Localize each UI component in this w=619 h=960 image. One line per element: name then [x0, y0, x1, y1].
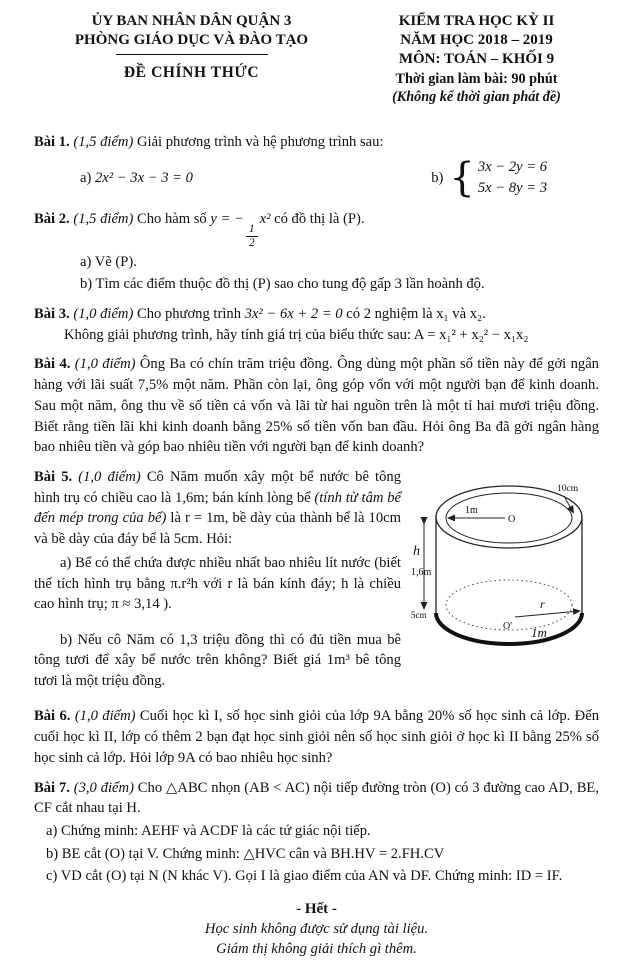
exam-info-block — [354, 12, 599, 106]
authority-line2: PHÒNG GIÁO DỤC VÀ ĐÀO TẠO — [74, 32, 309, 49]
problem-2-label: Bài 2. — [34, 210, 70, 227]
equation-system — [478, 157, 547, 199]
fraction-one-half — [246, 223, 258, 249]
problem-2-intro-prefix: Cho hàm số — [136, 210, 207, 227]
duration-note: (Không kể thời gian phát đề) — [392, 89, 561, 106]
problem-5-part-b: b) Nếu cô Năm có 1,3 triệu đồng thì có đủ tiền mua bê tông tươi để xây bể nước trên không? Biết giá 1m³ bê tông tươi là một triệu đồng. — [34, 631, 401, 690]
problem-6-points: (1,0 điểm) — [74, 708, 136, 725]
function-formula-prefix: y = − — [210, 210, 244, 227]
function-formula-suffix: x² — [259, 210, 271, 227]
problem-1-intro: Giải phương trình và hệ phương trình sau: — [136, 134, 384, 151]
fraction-numerator: 1 — [248, 223, 255, 236]
part-a-equation: 2x² − 3x − 3 = 0 — [95, 169, 193, 186]
issuing-authority-block — [34, 12, 349, 84]
problem-7-intro: Cho △ABC nhọn (AB < AC) nội tiếp đường tròn (O) có 3 đường cao AD, BE, CF cắt nhau tại H. — [34, 779, 599, 817]
problem-5-body-post: là r = 1m, bề dày của thành bể là 10cm và bề dày của đáy bể là 5cm. Hỏi: — [34, 510, 401, 548]
bottom-center-label: O' — [503, 621, 513, 633]
problem-4-body: Ông Ba có chín trăm triệu đồng. Ông dùng một phần số tiền này để gởi ngân hàng với lãi suất 7,5% một năm. Phần còn lại, ông góp vốn với một người bạn để kinh doanh. Sau một năm, ông thu về số tiền cả vốn và lãi từ hai nguồn trên là một tỉ hai mươi triệu đồng. Biết rằng tiền lãi khi kinh doanh bằng 25% số tiền vốn ban đầu. Hỏi ông Ba đã gởi ngân hàng bao nhiêu tiền và góp bao nhiêu tiền với người bạn để kinh doanh? — [34, 356, 599, 456]
problem-5-body-italic: (tính từ tâm bể đến mép trong của bể) — [34, 489, 401, 527]
school-year: NĂM HỌC 2018 – 2019 — [400, 32, 553, 49]
problem-2-intro-suffix: có đồ thị là (P). — [274, 210, 365, 227]
problem-list — [34, 132, 599, 887]
problem-3-equation: 3x² − 6x + 2 = 0 — [244, 305, 343, 322]
exam-duration: Thời gian làm bài: 90 phút — [395, 70, 558, 87]
bottom-radius-value-label: 1m — [531, 625, 547, 641]
problem-7-part-c: c) VD cắt (O) tại N (N khác V). Gọi I là giao điểm của AN và DF. Chứng minh: ID = IF. — [46, 868, 563, 885]
problem-1-parts — [34, 155, 599, 202]
authority-line1: ỦY BAN NHÂN DÂN QUẬN 3 — [91, 13, 292, 29]
system-equation-2: 5x − 8y = 3 — [477, 180, 547, 197]
wall-thickness-label: 10cm — [557, 484, 579, 495]
problem-5 — [34, 467, 599, 692]
base-thickness-label: 5cm — [411, 610, 427, 621]
problem-1 — [34, 132, 599, 202]
exam-header — [34, 12, 599, 106]
problem-1-part-b — [431, 155, 547, 202]
cylinder-figure — [411, 471, 599, 653]
problem-1-part-a — [80, 168, 193, 189]
system-equation-1: 3x − 2y = 6 — [477, 159, 547, 176]
height-value-label: 1,6m — [411, 567, 432, 579]
problem-5-body-pre: Cô Năm muốn xây một bể nước bê tông hình trụ có chiều cao là 1,6m; bán kính lòng bể — [34, 469, 401, 506]
problem-5-label: Bài 5. — [34, 469, 73, 486]
problem-1-label: Bài 1. — [34, 134, 70, 151]
problem-2-part-b: b) Tìm các điểm thuộc đồ thị (P) sao cho tung độ gấp 3 lần hoành độ. — [80, 276, 485, 293]
system-brace: { — [449, 155, 475, 202]
end-marker: - Hết - — [296, 901, 337, 918]
top-radius-value-label: 1m — [465, 505, 478, 517]
header-divider-line — [116, 54, 268, 55]
problem-6-body: Cuối học kì I, số học sinh giỏi của lớp 9A bằng 20% số học sinh cả lớp. Đến cuối học kì II, lớp có thêm 2 bạn đạt học sinh giỏi nên số học sinh giỏi ở học kì II bằng 25% số học sinh cả lớp. Hỏi lớp 9A có bao nhiêu học sinh? — [34, 708, 599, 766]
problem-7-label: Bài 7. — [34, 779, 70, 796]
problem-2-points: (1,5 điểm) — [73, 210, 134, 227]
problem-7-part-b: b) BE cắt (O) tại V. Chứng minh: △HVC cân và BH.HV = 2.FH.CV — [46, 845, 445, 862]
exam-title: KIỂM TRA HỌC KỲ II — [398, 13, 555, 29]
problem-6-label: Bài 6. — [34, 708, 71, 725]
footer-note-2: Giám thị không giải thích gì thêm. — [216, 941, 417, 958]
problem-6 — [34, 706, 599, 768]
problem-4-points: (1,0 điểm) — [74, 356, 136, 373]
problem-5-part-a: a) Bể có thể chứa được nhiều nhất bao nhiêu lít nước (biết thể tích hình trụ bằng π.r²h với r là bán kính đáy; h là chiều cao hình trụ; π ≈ 3,14 ). — [34, 554, 401, 613]
problem-3-text-suffix: có 2 nghiệm là x₁ và x₂. — [346, 305, 486, 322]
problem-3-expression-line: Không giải phương trình, hãy tính giá trị của biểu thức sau: A = x₁² + x₂² − x₁x₂ — [64, 326, 529, 343]
problem-7 — [34, 778, 599, 888]
problem-5-points: (1,0 điểm) — [78, 469, 141, 486]
problem-2-part-a: a) Vẽ (P). — [80, 253, 137, 270]
top-center-label: O — [508, 514, 516, 526]
exam-footer — [34, 899, 599, 960]
footer-note-1: Học sinh không được sử dụng tài liệu. — [204, 921, 429, 938]
problem-3-label: Bài 3. — [34, 305, 70, 322]
problem-3-text-prefix: Cho phương trình — [136, 305, 241, 322]
subject-grade: MÔN: TOÁN – KHỐI 9 — [398, 51, 555, 68]
bottom-radius-arrow — [515, 611, 579, 617]
part-b-marker: b) — [431, 169, 444, 186]
problem-4-label: Bài 4. — [34, 356, 71, 373]
part-a-marker: a) — [80, 169, 92, 186]
problem-2 — [34, 209, 599, 295]
problem-3 — [34, 304, 599, 345]
problem-7-part-a: a) Chứng minh: AEHF và ACDF là các tứ giác nội tiếp. — [46, 822, 371, 839]
problem-7-points: (3,0 điểm) — [73, 779, 134, 796]
problem-1-points: (1,5 điểm) — [73, 134, 134, 151]
problem-4 — [34, 354, 599, 458]
bottom-radius-symbol-label: r — [540, 597, 545, 612]
fraction-denominator: 2 — [246, 236, 258, 250]
official-exam-label: ĐỀ CHÍNH THỨC — [123, 64, 260, 82]
cylinder-diagram — [411, 471, 599, 653]
problem-3-points: (1,0 điểm) — [73, 305, 134, 322]
height-symbol-label: h — [413, 544, 420, 560]
